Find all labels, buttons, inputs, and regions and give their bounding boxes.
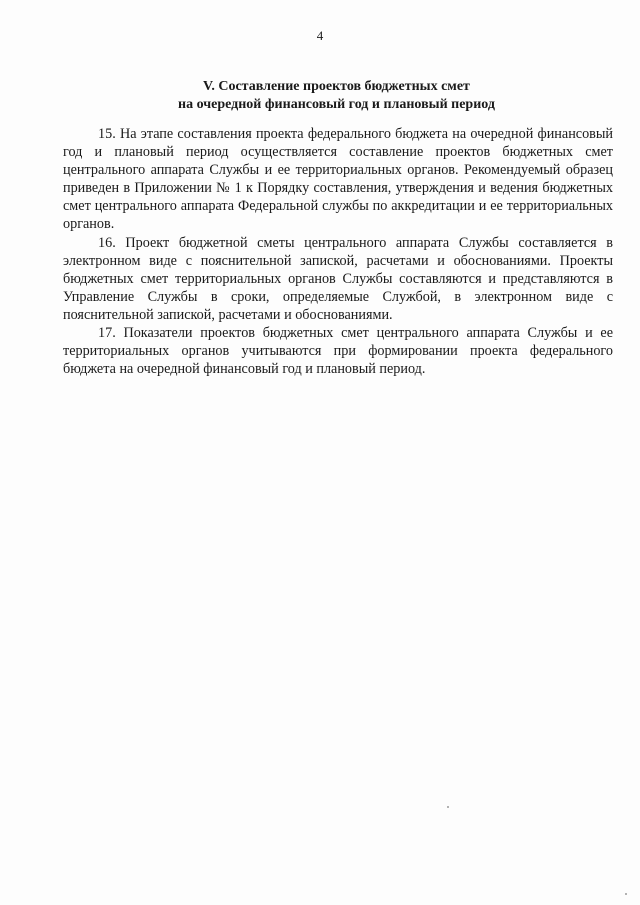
scan-speck bbox=[625, 893, 627, 895]
page-number: 4 bbox=[316, 28, 324, 43]
paragraph-16: 16. Проект бюджетной сметы центрального аппарата Службы составляется в электронном виде с пояснительной запиской, расчетами и обоснованиями. Проекты бюджетных смет территориальных органов Службы составляются и представляются в Управление Службы в сроки, определяемые Службой, в электронном виде с пояснительной запиской, расчетами и обоснованиями. bbox=[63, 234, 613, 323]
scan-speck bbox=[447, 806, 449, 808]
section-heading-line-1: V. Составление проектов бюджетных смет bbox=[203, 79, 470, 94]
paragraph-17: 17. Показатели проектов бюджетных смет центрального аппарата Службы и ее территориальных органов учитываются при формировании проекта федерального бюджета на очередной финансовый год и плановый период. bbox=[63, 325, 613, 378]
section-heading-line-2: на очередной финансовый год и плановый период bbox=[178, 97, 495, 112]
section-heading bbox=[60, 78, 613, 114]
section-body bbox=[63, 125, 613, 378]
paragraph-15: 15. На этапе составления проекта федерального бюджета на очередной финансовый год и плановый период осуществляется составление проектов бюджетных смет центрального аппарата Службы и ее территориальных органов. Рекомендуемый образец приведен в Приложении № 1 к Порядку составления, утверждения и ведения бюджетных смет центрального аппарата Федеральной службы по аккредитации и ее территориальных органов. bbox=[63, 126, 613, 233]
